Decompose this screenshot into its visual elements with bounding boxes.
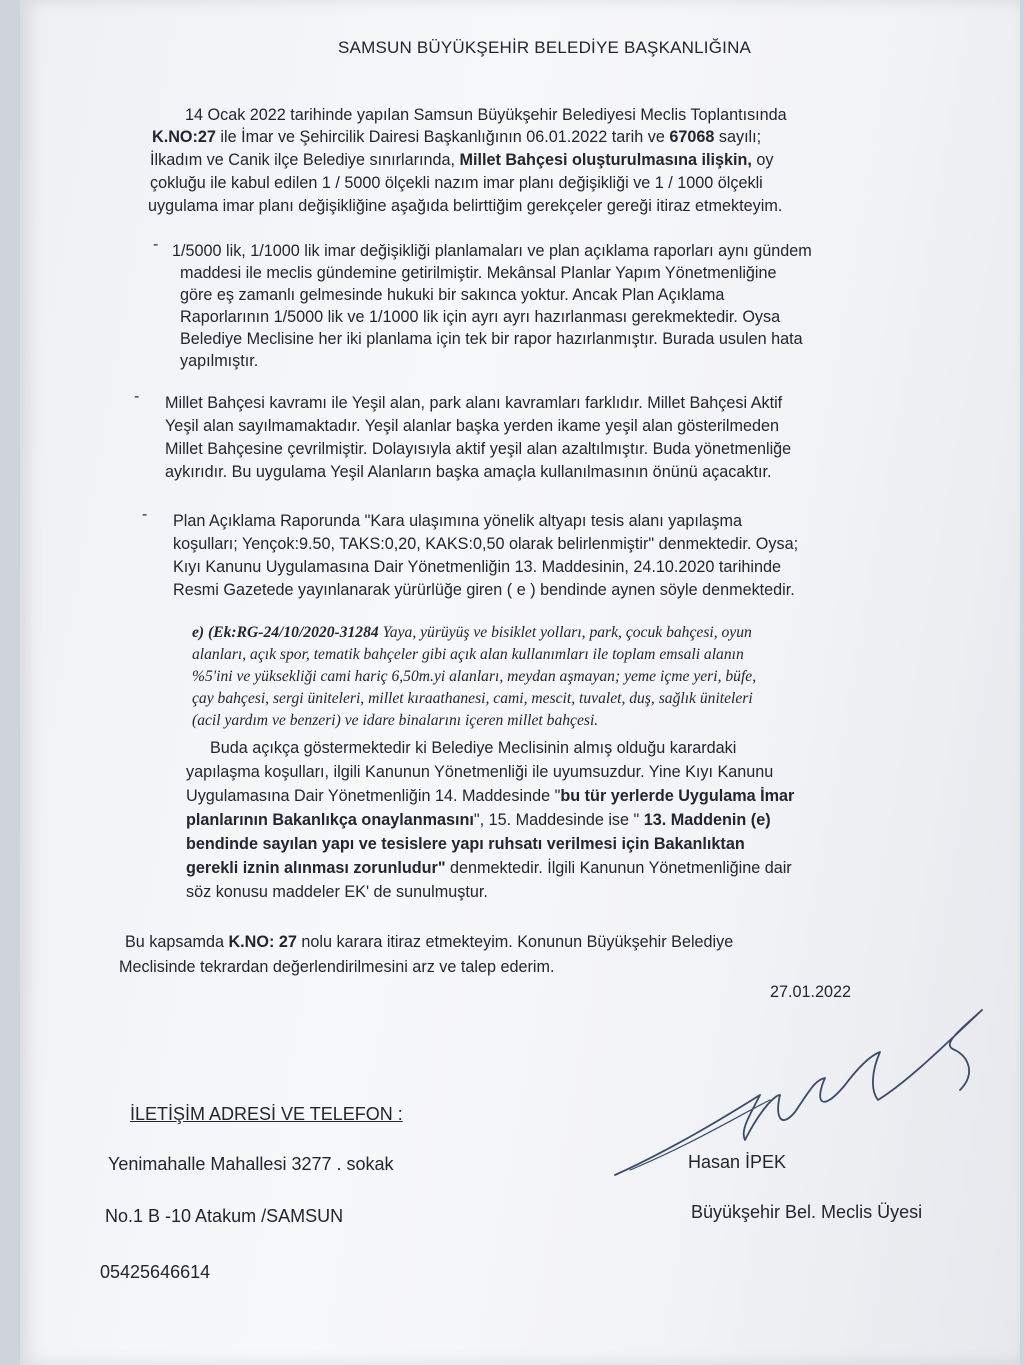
contact-address-2: No.1 B -10 Atakum /SAMSUN [105,1206,344,1226]
after-line-5: bendinde sayılan yapı ve tesislere yapı ruhsatı verilmesi için Bakanlıktan [186,835,745,853]
quote-line-3: %5'ini ve yüksekliği cami hariç 6,50m.yi alanları, meydan aşmayan; yeme içme yeri, büfe, [192,668,757,685]
intro-line-1: 14 Ocak 2022 tarihinde yapılan Samsun Büyükşehir Belediyesi Meclis Toplantısında [185,106,787,124]
bullet1-line-4: Raporlarının 1/5000 lik ve 1/1000 lik için ayrı ayrı hazırlanması gerekmektedir. Oysa [180,308,781,326]
bullet-dash-2: - [134,388,140,405]
contact-heading: İLETİŞİM ADRESİ VE TELEFON : [130,1104,403,1124]
quote-line-5: (acil yardım ve benzeri) ve idare binalarını içeren millet bahçesi. [192,712,599,729]
closing-line-1: Bu kapsamda K.NO: 27 nolu karara itiraz etmekteyim. Konunun Büyükşehir Belediye [125,933,734,951]
contact-address-1: Yenimahalle Mahallesi 3277 . sokak [108,1154,394,1174]
intro-line-2: K.NO:27 ile İmar ve Şehircilik Dairesi Başkanlığının 06.01.2022 tarih ve 67068 sayılı; [152,128,762,146]
bullet3-line-1: Plan Açıklama Raporunda "Kara ulaşımına yönelik altyapı tesis alanı yapılaşma [173,512,743,530]
signer-role: Büyükşehir Bel. Meclis Üyesi [691,1202,923,1222]
intro-line-5: uygulama imar planı değişikliğine aşağıda belirttiğim gerekçeler gereği itiraz etmekteyim. [148,197,783,215]
quote-line-2: alanları, açık spor, tematik bahçeler gibi açık alan kullanımları ile toplam emsali alanın [192,646,744,663]
after-line-2: yapılaşma koşulları, ilgili Kanunun Yönetmenliği ile uyumsuzdur. Yine Kıyı Kanunu [186,763,774,781]
bullet2-line-2: Yeşil alan sayılmamaktadır. Yeşil alanlar başka yerden ikame yeşil alan gösterilmeden [165,417,779,435]
after-line-1: Buda açıkça göstermektedir ki Belediye Meclisinin almış olduğu karardaki [210,739,737,757]
after-line-7: söz konusu maddeler EK' de sunulmuştur. [186,883,488,901]
bullet3-line-4: Resmi Gazetede yayınlanarak yürürlüğe giren ( e ) bendinde aynen söyle denmektedir. [173,581,795,599]
quote-line-4: çay bahçesi, sergi üniteleri, millet kıraathanesi, cami, mescit, tuvalet, duş, sağlık üniteleri [192,690,753,707]
bullet2-line-1: Millet Bahçesi kavramı ile Yeşil alan, park alanı kavramları farklıdır. Millet Bahçesi Aktif [165,394,783,412]
bullet1-line-5: Belediye Meclisine her iki planlama için tek bir rapor hazırlanmıştır. Burada usulen hata [180,330,803,348]
bullet1-line-6: yapılmıştır. [180,352,259,370]
bullet1-line-3: göre eş zamanlı gelmesinde hukuki bir sakınca yoktur. Ancak Plan Açıklama [180,286,725,304]
after-line-4: planlarının Bakanlıkça onaylanmasını", 15. Maddesinde ise " 13. Maddenin (e) [186,811,771,829]
after-line-3: Uygulamasına Dair Yönetmenliğin 14. Maddesinde "bu tür yerlerde Uygulama İmar [186,787,795,805]
after-line-6: gerekli iznin alınması zorunludur" denmektedir. İlgili Kanunun Yönetmenliğine dair [186,859,792,877]
bullet1-line-1: 1/5000 lik, 1/1000 lik imar değişikliği planlamaları ve plan açıklama raporları aynı gündem [172,242,812,260]
contact-phone: 05425646614 [100,1262,211,1282]
signer-name: Hasan İPEK [688,1152,787,1172]
bullet-dash-3: - [142,506,148,523]
bullet3-line-3: Kıyı Kanunu Uygulamasına Dair Yönetmenliğin 13. Maddesinin, 24.10.2020 tarihinde [173,558,782,576]
bullet2-line-4: aykırıdır. Bu uygulama Yeşil Alanların başka amaçla kullanılmasının önünü açacaktır. [165,463,772,481]
letter-date: 27.01.2022 [770,983,852,1001]
bullet1-line-2: maddesi ile meclis gündemine getirilmiştir. Mekânsal Planlar Yapım Yönetmenliğine [180,264,777,282]
bullet-dash-1: - [153,236,159,253]
closing-line-2: Meclisinde tekrardan değerlendirilmesini arz ve talep ederim. [119,958,555,976]
intro-line-4: çokluğu ile kabul edilen 1 / 5000 ölçekli nazım imar planı değişikliği ve 1 / 1000 ölçekli [150,174,763,192]
signature-scribble [610,1000,1010,1200]
letter-page [20,0,1020,1365]
bullet3-line-2: koşulları; Yençok:9.50, TAKS:0,20, KAKS:0,50 olarak belirlenmiştir" denmektedir. Oysa; [173,535,799,553]
quote-line-1: e) (Ek:RG-24/10/2020-31284 Yaya, yürüyüş ve bisiklet yolları, park, çocuk bahçesi, oyun [192,624,752,641]
intro-line-3: İlkadım ve Canik ilçe Belediye sınırlarında, Millet Bahçesi oluşturulmasına ilişkin, oy [150,151,774,169]
letter-title: SAMSUN BÜYÜKŞEHİR BELEDİYE BAŞKANLIĞINA [338,38,752,57]
bullet2-line-3: Millet Bahçesine çevrilmiştir. Dolayısıyla aktif yeşil alan azaltılmıştır. Buda yönetmenliğe [165,440,792,458]
